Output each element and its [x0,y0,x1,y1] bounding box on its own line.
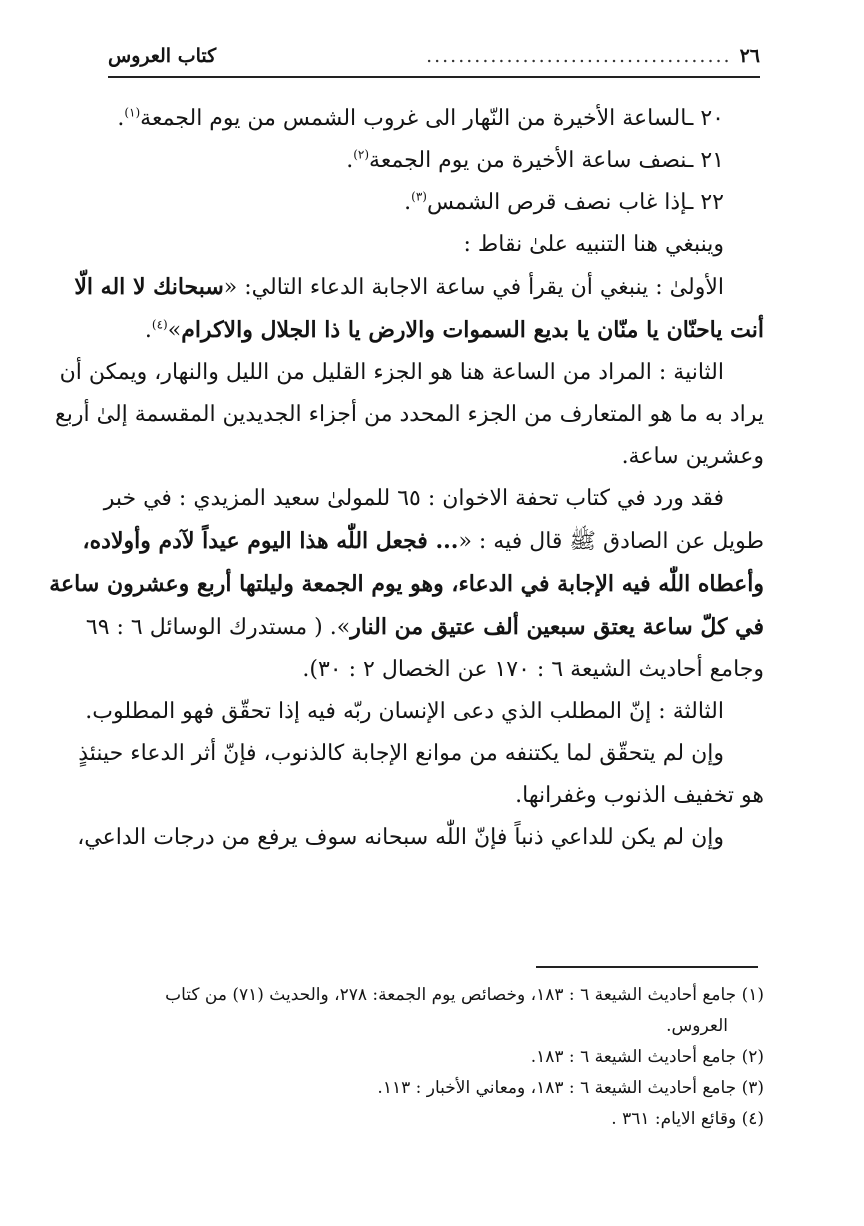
hadith-quote: وأعطاه اللّٰه فيه الإجابة في الدعاء، وهو يوم الجمعة وليلتها أربع وعشرون ساعة [49,571,764,597]
footnote-ref: (١) [124,105,141,120]
point-third-cont: وإن لم يكن للداعي ذنباً فإنّ اللّٰه سبحانه سوف يرفع من درجات الداعي، [77,825,724,850]
header-leader-dots: ...................................... [426,45,732,67]
hadith-line [49,563,764,606]
hadith-quote: في كلّ ساعة يعتق سبعين ألف عتيق من النار [350,614,764,640]
intro-line: وينبغي هنا التنبيه علىٰ نقاط : [463,232,724,257]
footnote: (٤) وقائع الايام: ٣٦١ . [611,1109,764,1129]
footnote: (١) جامع أحاديث الشيعة ٦ : ١٨٣، وخصائص يوم الجمعة: ٢٧٨، والحديث (٧١) من كتاب [165,985,764,1005]
point-second-cont: وعشرين ساعة. [621,444,764,469]
book-title: كتاب العروس [108,45,217,67]
hadith-quote: ... فجعل اللّٰه هذا اليوم عيداً لآدم وأولاده، [82,528,459,554]
point-second-cont: يراد به ما هو المتعارف من الجزء المحدد من أجزاء الجديدين المقسمة إلىٰ أربع [55,402,764,427]
footnote-divider [536,966,758,968]
hadith-line: في كلّ ساعة يعتق سبعين ألف عتيق من النار». ( مستدرك الوسائل ٦ : ٦٩ [85,614,764,640]
footnote-ref: (٣) [411,189,427,204]
point-third-cont: هو تخفيف الذنوب وغفرانها. [515,783,764,808]
list-item: ٢٠ ـالساعة الأخيرة من النّهار الى غروب الشمس من يوم الجمعة$^{(١)}$. [117,105,724,131]
dua-text: أنت ياحنّان يا منّان يا بديع السموات والارض يا ذا الجلال والاكرام [181,317,764,343]
footnote-ref: (٢) [353,147,370,162]
hadith-line: فقد ورد في كتاب تحفة الاخوان : ٦٥ للمولىٰ سعيد المزيدي : في خبر [103,486,724,511]
list-item: ٢١ ـنصف ساعة الأخيرة من يوم الجمعة$^{(٢)}$. [346,147,724,173]
running-header [108,36,760,78]
main-text [49,98,764,859]
footnotes [104,980,764,1135]
hadith-line: طويل عن الصادق ﷺ قال فيه : «... فجعل اللّٰه هذا اليوم عيداً لآدم وأولاده، [82,528,764,554]
dua-text: سبحانك لا اله الّا [74,274,224,300]
point-second: الثانية : المراد من الساعة هنا هو الجزء القليل من الليل والنهار، ويمكن أن [59,360,724,385]
point-first-cont: أنت ياحنّان يا منّان يا بديع السموات والارض يا ذا الجلال والاكرام»$^{(٤)}$. [144,317,764,343]
hadith-line: وجامع أحاديث الشيعة ٦ : ١٧٠ عن الخصال ٢ : ٣٠). [302,657,764,682]
footnote-cont: العروس. [666,1016,728,1036]
footnote: (٣) جامع أحاديث الشيعة ٦ : ١٨٣، ومعاني الأخبار : ١١٣. [377,1078,764,1098]
point-third-cont: وإن لم يتحقّق لما يكتنفه من موانع الإجابة كالذنوب، فإنّ أثر الدعاء حينئذٍ [78,741,724,766]
point-third: الثالثة : إنّ المطلب الذي دعى الإنسان ربّه فيه إذا تحقّق فهو المطلوب. [85,699,724,724]
footnote: (٢) جامع أحاديث الشيعة ٦ : ١٨٣. [530,1047,764,1067]
page-number: ٢٦ [739,45,760,67]
footnote-ref: (٤) [151,317,168,332]
point-first: الأولىٰ : ينبغي أن يقرأ في ساعة الاجابة الدعاء التالي: «سبحانك لا اله الّا [74,274,724,300]
list-item: ٢٢ ـإذا غاب نصف قرص الشمس$^{(٣)}$. [404,189,724,215]
